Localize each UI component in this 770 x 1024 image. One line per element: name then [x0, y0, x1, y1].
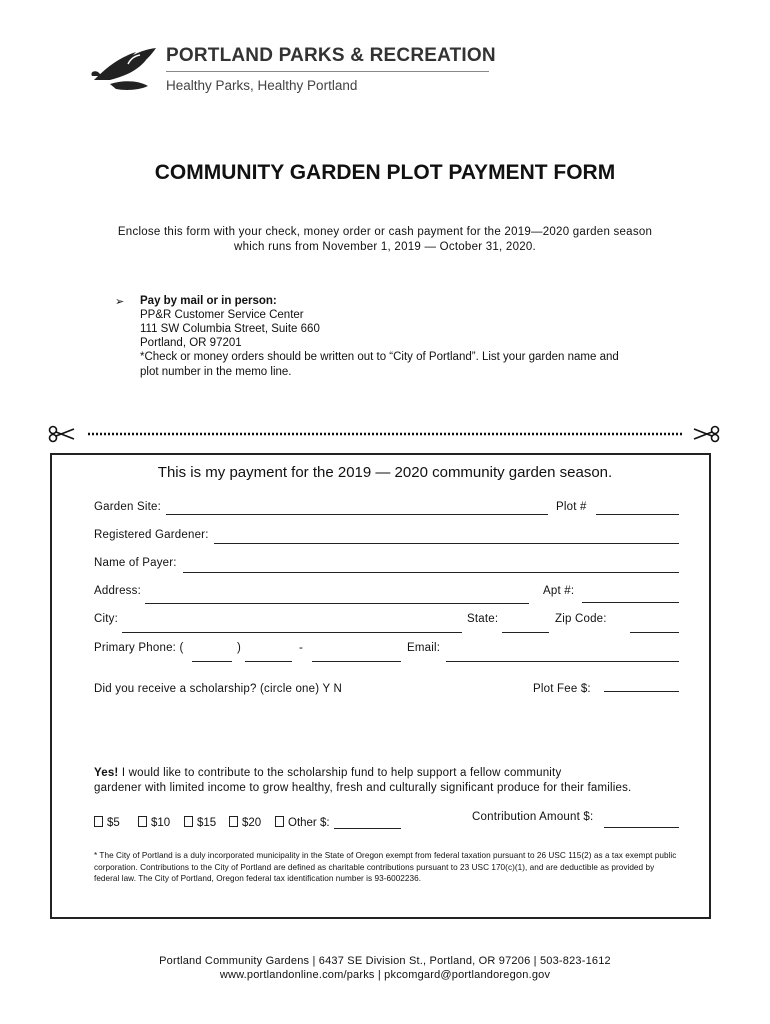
zip-label: Zip Code: — [555, 613, 607, 625]
phone-area-code-field[interactable] — [192, 661, 232, 662]
address-label: Address: — [94, 585, 141, 597]
email-label: Email: — [407, 642, 441, 654]
pay-note-line: *Check or money orders should be written out to “City of Portland”. List your garden name and — [140, 351, 619, 363]
cut-line — [48, 423, 720, 445]
arrow-bullet-icon: ➢ — [115, 296, 125, 308]
apt-label: Apt #: — [543, 585, 575, 597]
intro-line-2: which runs from November 1, 2019 — October 31, 2020. — [234, 241, 536, 253]
contribution-option-5[interactable] — [94, 816, 120, 829]
contribution-option-10[interactable] — [138, 816, 170, 829]
checkbox-icon[interactable] — [184, 816, 193, 827]
checkbox-icon[interactable] — [138, 816, 147, 827]
scholarship-question[interactable]: Did you receive a scholarship? (circle one) Y N — [94, 683, 343, 695]
pay-address-line: PP&R Customer Service Center — [140, 309, 304, 321]
form-title: COMMUNITY GARDEN PLOT PAYMENT FORM — [154, 161, 616, 184]
plot-label: Plot # — [556, 501, 587, 513]
contribution-option-other[interactable] — [275, 816, 330, 829]
pay-address-line: 111 SW Columbia Street, Suite 660 — [140, 323, 320, 335]
pay-heading: Pay by mail or in person: — [140, 295, 277, 307]
scissors-icon — [50, 427, 75, 442]
contribution-text: I would like to contribute to the scholarship fund to help support a fellow community — [118, 767, 562, 779]
address-field[interactable] — [145, 603, 529, 604]
option-label: Other $: — [288, 817, 330, 829]
registered-gardener-field[interactable] — [214, 543, 679, 544]
phone-label: Primary Phone: ( — [94, 642, 184, 654]
phone-paren: ) — [237, 642, 242, 654]
contribution-option-15[interactable] — [184, 816, 216, 829]
registered-gardener-label: Registered Gardener: — [94, 529, 209, 541]
org-name: PORTLAND PARKS & RECREATION — [166, 45, 496, 66]
contribution-amount-label: Contribution Amount $: — [472, 811, 594, 823]
payer-name-label: Name of Payer: — [94, 557, 177, 569]
city-label: City: — [94, 613, 118, 625]
other-amount-field[interactable] — [334, 828, 401, 829]
header-divider — [166, 71, 489, 72]
contribution-text-line-1 — [94, 767, 561, 779]
phone-line-number-field[interactable] — [312, 661, 401, 662]
tax-footnote: * The City of Portland is a duly incorporated municipality in the State of Oregon exempt from federal taxation pursuant to 26 USC 115(2) as a tax exempt public corporation. Contributions to the City of Portland are defined as charitable contributions pursuant to 23 USC 170(c)(1), and are deductible as provided by federal law. The City of Portland, Oregon federal tax identification number is 93-6002236. — [94, 851, 677, 884]
payment-form-heading: This is my payment for the 2019 — 2020 community garden season. — [157, 464, 613, 481]
zip-field[interactable] — [630, 632, 679, 633]
option-label: $20 — [242, 817, 262, 829]
checkbox-icon[interactable] — [275, 816, 284, 827]
contribution-amount-field[interactable] — [604, 827, 679, 828]
pay-address-line: Portland, OR 97201 — [140, 337, 242, 349]
scissors-icon — [694, 427, 719, 442]
state-label: State: — [467, 613, 499, 625]
contribution-option-20[interactable] — [229, 816, 261, 829]
state-field[interactable] — [502, 632, 549, 633]
checkbox-icon[interactable] — [229, 816, 238, 827]
contribution-text-line-2: gardener with limited income to grow healthy, fresh and culturally significant produce for their families. — [94, 782, 632, 794]
phone-prefix-field[interactable] — [245, 661, 292, 662]
garden-site-label: Garden Site: — [94, 501, 161, 513]
checkbox-icon[interactable] — [94, 816, 103, 827]
intro-line-1: Enclose this form with your check, money order or cash payment for the 2019—2020 garden season — [117, 226, 653, 238]
plot-number-field[interactable] — [596, 514, 679, 515]
org-tagline: Healthy Parks, Healthy Portland — [166, 78, 358, 93]
plot-fee-label: Plot Fee $: — [533, 683, 591, 695]
apt-field[interactable] — [582, 602, 679, 603]
payer-name-field[interactable] — [183, 572, 679, 573]
option-label: $15 — [197, 817, 217, 829]
leaf-hands-icon — [88, 46, 160, 92]
footer-contact-line: Portland Community Gardens | 6437 SE Division St., Portland, OR 97206 | 503-823-1612 — [159, 955, 611, 967]
garden-site-field[interactable] — [166, 514, 548, 515]
option-label: $5 — [107, 817, 120, 829]
contribution-yes: Yes! — [94, 767, 119, 779]
city-field[interactable] — [122, 632, 462, 633]
option-label: $10 — [151, 817, 171, 829]
phone-dash: - — [299, 642, 304, 654]
plot-fee-field[interactable] — [604, 691, 679, 692]
footer-web-line: www.portlandonline.com/parks | pkcomgard@portlandoregon.gov — [219, 969, 551, 981]
email-field[interactable] — [446, 661, 679, 662]
pay-note-line: plot number in the memo line. — [140, 366, 292, 378]
